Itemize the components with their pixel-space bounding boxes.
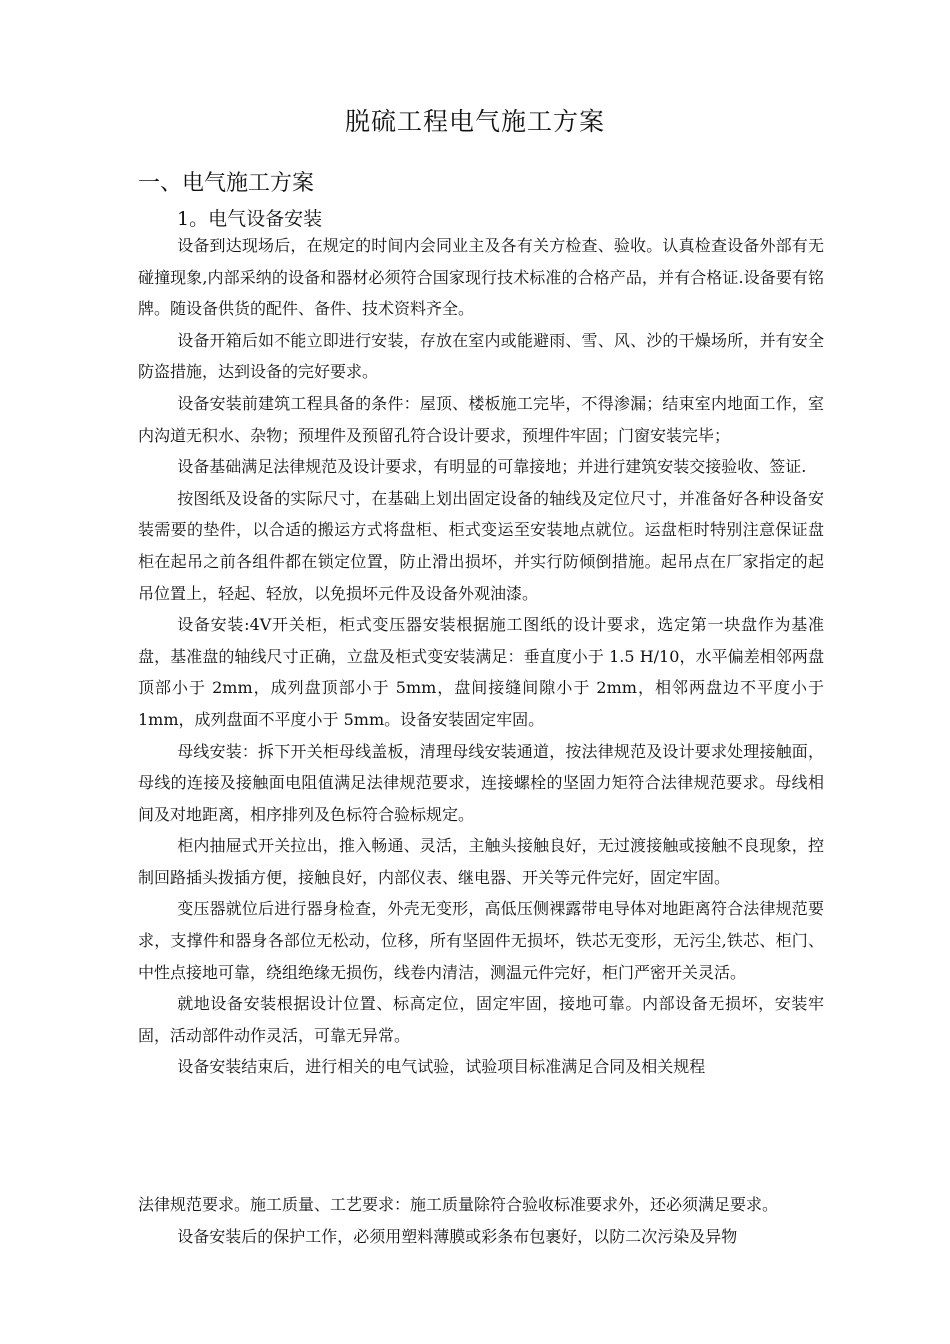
paragraph: 设备安装结束后，进行相关的电气试验，试验项目标准满足合同及相关规程 [177, 1057, 706, 1077]
subsection-heading: 1。电气设备安装 [177, 208, 323, 230]
paragraph: 设备安装前建筑工程具备的条件：屋顶、楼板施工完毕，不得渗漏；结束室内地面工作，室内沟道无积水、杂物；预埋件及预留孔符合设计要求，预埋件牢固；门窗安装完毕； [138, 393, 824, 445]
paragraph: 设备到达现场后，在规定的时间内会同业主及各有关方检查、验收。认真检查设备外部有无碰撞现象,内部采纳的设备和器材必须符合国家现行技术标准的合格产品，并有合格证.设备要有铭牌。随设备供货的配件、备件、技术资料齐全。 [138, 236, 824, 319]
paragraph: 柜内抽屉式开关拉出，推入畅通、灵活，主触头接触良好，无过渡接触或接触不良现象，控制回路插头拨插方便，接触良好，内部仪表、继电器、开关等元件完好，固定牢固。 [138, 836, 824, 887]
paragraph: 按图纸及设备的实际尺寸，在基础上划出固定设备的轴线及定位尺寸，并准备好各种设备安装需要的垫件，以合适的搬运方式将盘柜、柜式变运至安装地点就位。运盘柜时特别注意保证盘柜在起吊之前各组件都在锁定位置，防止滑出损坏，并实行防倾倒措施。起吊点在厂家指定的起吊位置上，轻起、轻放，以免损坏元件及设备外观油漆。 [138, 488, 824, 603]
document-title: 脱硫工程电气施工方案 [344, 107, 605, 136]
paragraph: 变压器就位后进行器身检查，外壳无变形，高低压侧裸露带电导体对地距离符合法律规范要求，支撑件和器身各部位无松动，位移，所有坚固件无损坏，铁芯无变形，无污尘,铁芯、柜门、中性点接地可靠，绕组绝缘无损伤，线卷内清洁，测温元件完好，柜门严密开关灵活。 [138, 899, 824, 982]
paragraph: 设备基础满足法律规范及设计要求，有明显的可靠接地；并进行建筑安装交接验收、签证. [177, 457, 807, 477]
paragraph: 设备开箱后如不能立即进行安装，存放在室内或能避雨、雪、风、沙的干燥场所，并有安全防盗措施，达到设备的完好要求。 [138, 330, 824, 382]
body-text [138, 230, 824, 1083]
paragraph: 母线安装：拆下开关柜母线盖板，清理母线安装通道，按法律规范及设计要求处理接触面，母线的连接及接触面电阻值满足法律规范要求，连接螺栓的坚固力矩符合法律规范要求。母线相间及对地距离，相序排列及色标符合验标规定。 [138, 741, 824, 824]
paragraph: 设备安装后的保护工作，必须用塑料薄膜或彩条布包裹好，以防二次污染及异物 [177, 1227, 738, 1246]
continued-paragraph: 法律规范要求。施工质量、工艺要求：施工质量除符合验收标准要求外，还必须满足要求。 [138, 1195, 779, 1214]
section-heading: 一、电气施工方案 [138, 171, 315, 196]
paragraph: 就地设备安装根据设计位置、标高定位，固定牢固，接地可靠。内部设备无损坏，安装牢固，活动部件动作灵活，可靠无异常。 [138, 994, 824, 1045]
continued-text [138, 1195, 824, 1252]
paragraph: 设备安装:4V开关柜，柜式变压器安装根据施工图纸的设计要求，选定第一块盘作为基准盘，基准盘的轴线尺寸正确，立盘及柜式变安装满足：垂直度小于 1.5 H/10，水平偏差相邻两盘顶部小于 2mm，成列盘顶部小于 5mm，盘间接缝间隙小于 2mm，相邻两盘边不平度小于 1mm，成列盘面不平度小于 5mm。设备安装固定牢固。 [138, 615, 824, 729]
